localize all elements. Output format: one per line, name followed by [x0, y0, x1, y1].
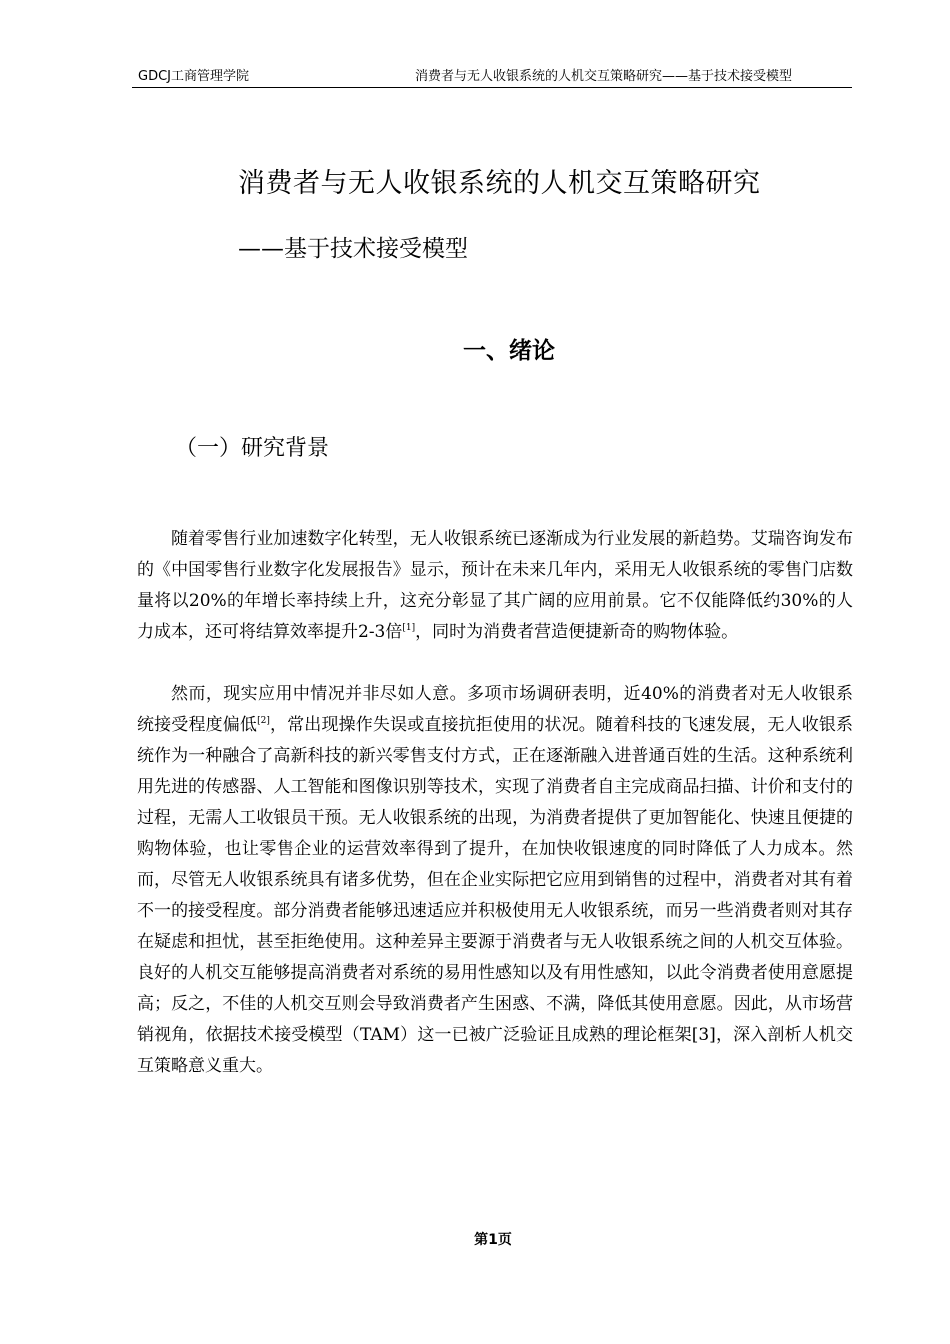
- citation-1: [1]: [402, 623, 416, 633]
- section-heading: 一、绪论: [463, 338, 555, 364]
- header-right: 消费者与无人收银系统的人机交互策略研究——基于技术接受模型: [414, 69, 792, 84]
- paragraph-2: [137, 679, 853, 1082]
- header-rule: [132, 87, 852, 88]
- citation-2: [2]: [257, 716, 270, 726]
- paragraph-1-text-a: 随着零售行业加速数字化转型，无人收银系统已逐渐成为行业发展的新趋势。艾瑞咨询发布的《中国零售行业数字化发展报告》显示，预计在未来几年内，采用无人收银系统的零售门店数量将以20%的年增长率持续上升，这充分彰显了其广阔的应用前景。它不仅能降低约30%的人力成本，还可将结算效率提升2-3倍: [137, 529, 853, 642]
- page-number: 第1页: [474, 1232, 512, 1248]
- subsection-heading: （一）研究背景: [175, 436, 330, 461]
- paragraph-2-text-a: 然而，现实应用中情况并非尽如人意。多项市场调研表明，近40%的消费者对无人收银系统接受程度偏低: [137, 684, 853, 735]
- header-left: GDCJ工商管理学院: [138, 69, 249, 84]
- document-subtitle: ——基于技术接受模型: [238, 236, 468, 262]
- paragraph-1: [137, 524, 853, 648]
- paragraph-1-text-b: ，同时为消费者营造便捷新奇的购物体验。: [415, 622, 739, 642]
- paragraph-2-text-b: ，常出现操作失误或直接抗拒使用的状况。随着科技的飞速发展，无人收银系统作为一种融合了高新科技的新兴零售支付方式，正在逐渐融入进普通百姓的生活。这种系统利用先进的传感器、人工智能和图像识别等技术，实现了消费者自主完成商品扫描、计价和支付的过程，无需人工收银员干预。无人收银系统的出现，为消费者提供了更加智能化、快速且便捷的购物体验，也让零售企业的运营效率得到了提升，在加快收银速度的同时降低了人力成本。然而，尽管无人收银系统具有诸多优势，但在企业实际把它应用到销售的过程中，消费者对其有着不一的接受程度。部分消费者能够迅速适应并积极使用无人收银系统，而另一些消费者则对其存在疑虑和担忧，甚至拒绝使用。这种差异主要源于消费者与无人收银系统之间的人机交互体验。良好的人机交互能够提高消费者对系统的易用性感知以及有用性感知，以此令消费者使用意愿提高；反之，不佳的人机交互则会导致消费者产生困惑、不满，降低其使用意愿。因此，从市场营销视角，依据技术接受模型（TAM）这一已被广泛验证且成熟的理论框架[3]，深入剖析人机交互策略意义重大。: [137, 715, 854, 1076]
- document-title: 消费者与无人收银系统的人机交互策略研究: [238, 168, 761, 199]
